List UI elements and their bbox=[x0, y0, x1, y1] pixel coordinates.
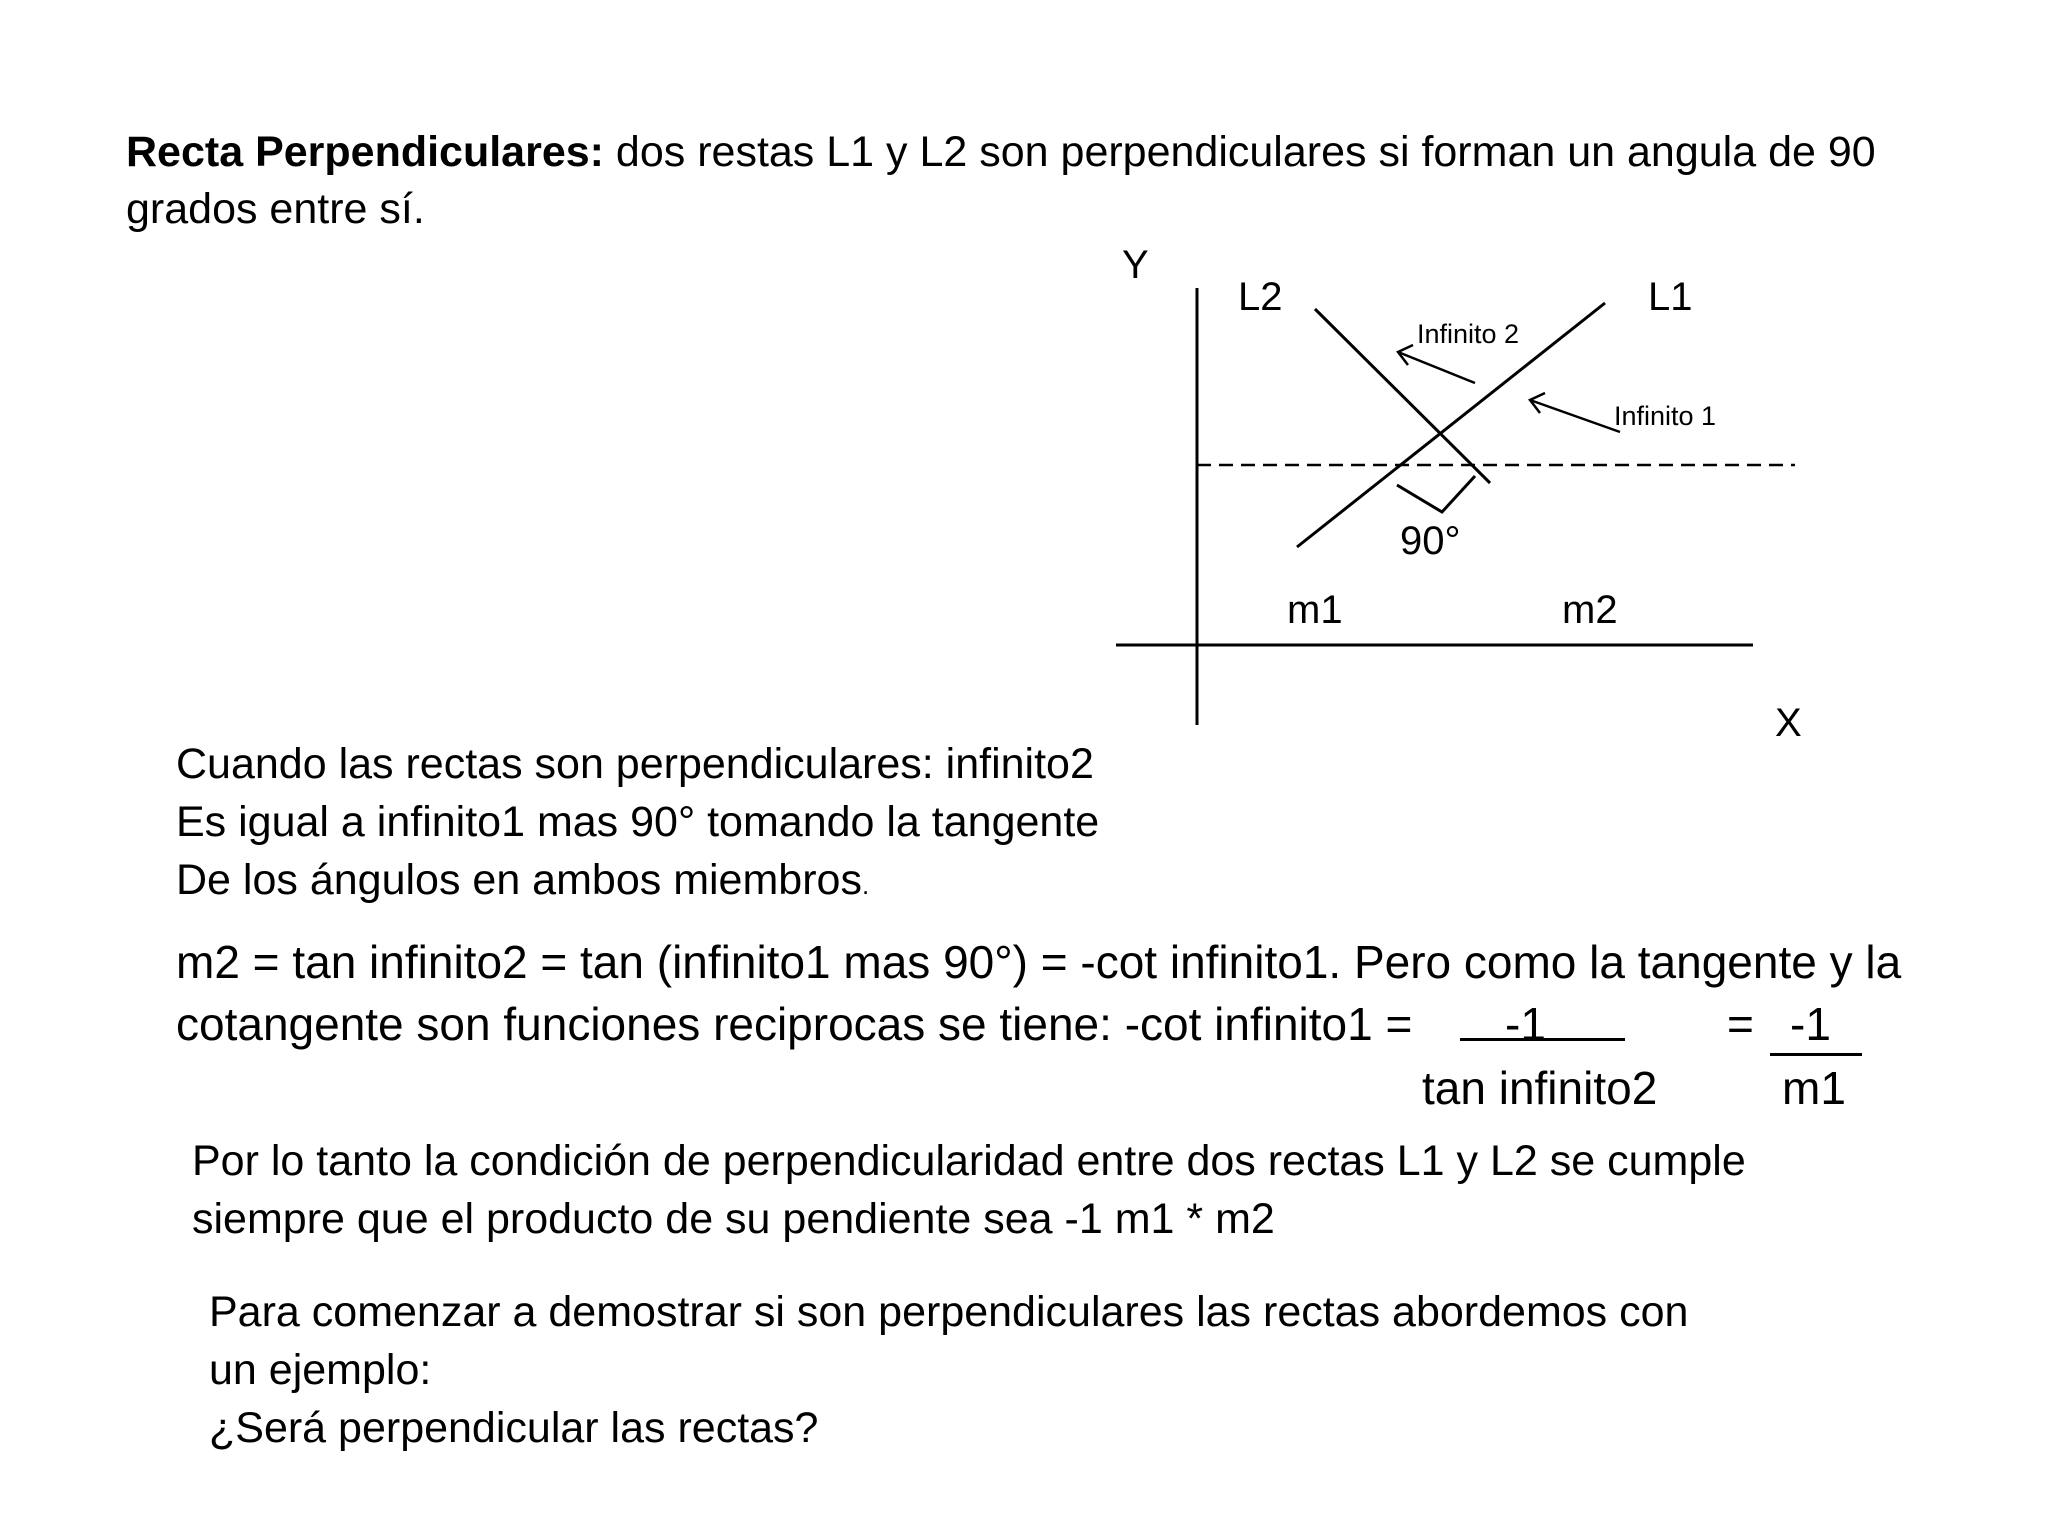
equals-sign: = bbox=[1727, 998, 1754, 1050]
explanation-line-2: Es igual a infinito1 mas 90° tomando la tangente bbox=[176, 798, 1100, 846]
explanation-line-3-text: De los ángulos en ambos miembros bbox=[176, 856, 862, 904]
l1-label: L1 bbox=[1648, 275, 1693, 319]
example-line-2: un ejemplo: bbox=[209, 1346, 432, 1394]
arrow-infinito-1 bbox=[1530, 400, 1620, 432]
right-angle-label: 90° bbox=[1400, 519, 1461, 563]
fraction-2-numerator: -1 bbox=[1790, 998, 1831, 1050]
m2-label: m2 bbox=[1562, 588, 1618, 632]
explanation-line-3 bbox=[176, 851, 869, 914]
title-text: dos restas L1 y L2 son perpendiculares si forman un angula de 90 bbox=[603, 128, 1876, 176]
formula-line-2: cotangente son funciones reciprocas se tiene: -cot infinito1 = bbox=[176, 998, 1413, 1050]
right-angle-marker bbox=[1397, 476, 1475, 512]
conclusion-line-1: Por lo tanto la condición de perpendicularidad entre dos rectas L1 y L2 se cumple bbox=[192, 1137, 1746, 1185]
l2-label: L2 bbox=[1238, 275, 1283, 319]
arrow-infinito-2 bbox=[1398, 352, 1475, 383]
title-bold: Recta Perpendiculares: bbox=[126, 128, 604, 176]
fraction-1-bar bbox=[1460, 1038, 1625, 1041]
fraction-2-bar bbox=[1770, 1053, 1862, 1056]
explanation-period: . bbox=[861, 870, 870, 900]
title-line-2: grados entre sí. bbox=[126, 185, 425, 233]
infinito-2-label: Infinito 2 bbox=[1417, 319, 1520, 349]
formula-line-1: m2 = tan infinito2 = tan (infinito1 mas 90°) = -cot infinito1. Pero como la tangente y la bbox=[176, 936, 1902, 988]
example-question: ¿Será perpendicular las rectas? bbox=[209, 1404, 819, 1452]
y-axis-label: Y bbox=[1122, 243, 1149, 287]
fraction-1-numerator: -1 bbox=[1505, 998, 1546, 1050]
explanation-line-1: Cuando las rectas son perpendiculares: infinito2 bbox=[176, 740, 1094, 788]
infinito-1-label: Infinito 1 bbox=[1614, 401, 1717, 431]
conclusion-line-2: siempre que el producto de su pendiente sea -1 m1 * m2 bbox=[192, 1195, 1275, 1243]
fraction-1-denominator: tan infinito2 bbox=[1422, 1062, 1658, 1114]
example-line-1: Para comenzar a demostrar si son perpendiculares las rectas abordemos con bbox=[209, 1288, 1689, 1336]
x-axis-label: X bbox=[1775, 701, 1802, 745]
fraction-2-denominator: m1 bbox=[1782, 1062, 1846, 1114]
m1-label: m1 bbox=[1287, 588, 1343, 632]
